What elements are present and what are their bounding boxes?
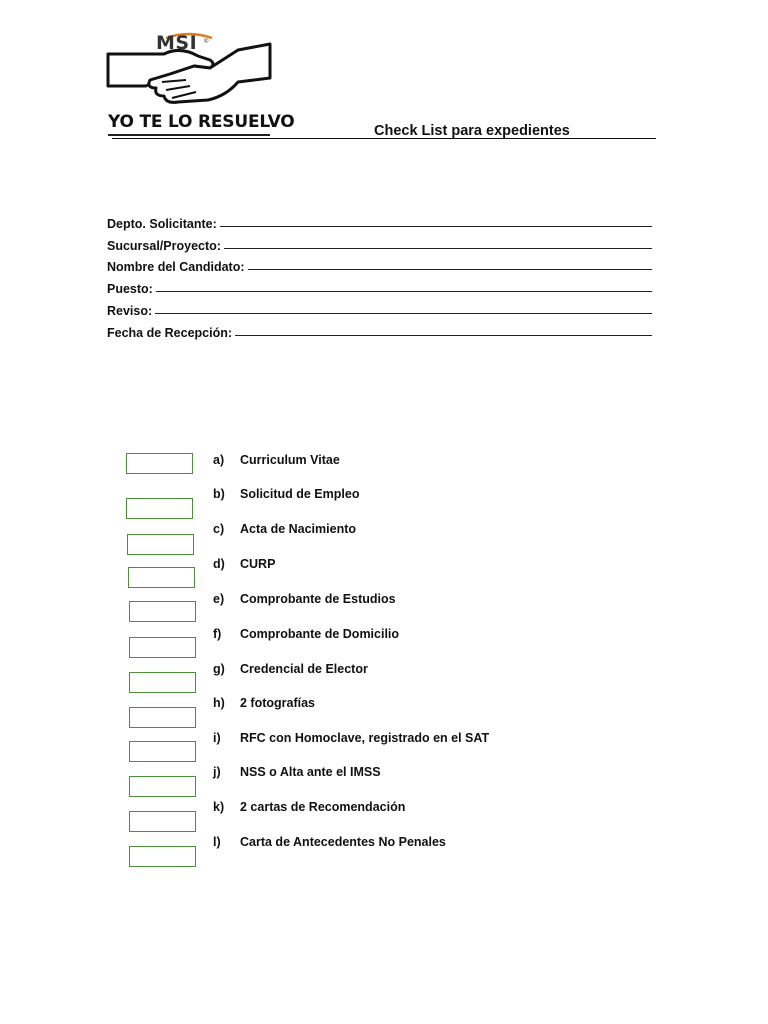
form-label: Nombre del Candidato: bbox=[107, 260, 245, 275]
form-label: Puesto: bbox=[107, 282, 153, 297]
item-text: Comprobante de Domicilio bbox=[240, 627, 400, 641]
logo-slogan: YO TE LO RESUELVO bbox=[108, 112, 295, 132]
checklist-item bbox=[213, 765, 381, 779]
form-row-depto bbox=[107, 209, 652, 231]
checkbox-c[interactable] bbox=[127, 534, 194, 555]
checklist-item bbox=[213, 800, 405, 814]
checkbox-d[interactable] bbox=[128, 567, 195, 588]
checkbox-j[interactable] bbox=[129, 776, 196, 797]
candidate-form bbox=[107, 209, 652, 340]
item-text: Curriculum Vitae bbox=[240, 453, 340, 467]
form-fill-line[interactable] bbox=[224, 248, 652, 249]
checklist-item bbox=[213, 522, 356, 536]
item-letter: f) bbox=[213, 627, 222, 641]
checkbox-i[interactable] bbox=[129, 741, 196, 762]
checkbox-a[interactable] bbox=[126, 453, 193, 474]
form-row-fecha bbox=[107, 318, 652, 340]
form-row-reviso bbox=[107, 296, 652, 318]
checklist-item bbox=[213, 592, 396, 606]
form-fill-line[interactable] bbox=[220, 226, 652, 227]
checklist-item bbox=[213, 662, 368, 676]
item-letter: d) bbox=[213, 557, 225, 571]
checklist-item bbox=[213, 453, 340, 467]
item-letter: j) bbox=[213, 765, 221, 779]
checkbox-k[interactable] bbox=[129, 811, 196, 832]
form-fill-line[interactable] bbox=[155, 313, 652, 314]
item-letter: e) bbox=[213, 592, 225, 606]
form-row-sucursal bbox=[107, 231, 652, 253]
item-letter: h) bbox=[213, 696, 225, 710]
item-text: Solicitud de Empleo bbox=[240, 487, 360, 501]
item-text: Carta de Antecedentes No Penales bbox=[240, 835, 446, 849]
form-fill-line[interactable] bbox=[248, 269, 652, 270]
checklist-item bbox=[213, 487, 359, 501]
form-fill-line[interactable] bbox=[235, 335, 652, 336]
checklist-item bbox=[213, 731, 489, 745]
form-row-candidato bbox=[107, 253, 652, 275]
item-text: RFC con Homoclave, registrado en el SAT bbox=[240, 731, 490, 745]
item-text: Credencial de Elector bbox=[240, 662, 368, 676]
checklist-item bbox=[213, 835, 446, 849]
form-row-puesto bbox=[107, 274, 652, 296]
form-label: Fecha de Recepción: bbox=[107, 325, 233, 340]
form-label: Depto. Solicitante: bbox=[107, 216, 217, 231]
checklist-item bbox=[213, 696, 315, 710]
item-letter: k) bbox=[213, 800, 225, 814]
item-text: 2 fotografías bbox=[240, 696, 316, 710]
checklist-item bbox=[213, 627, 399, 641]
item-text: NSS o Alta ante el IMSS bbox=[240, 765, 381, 779]
item-letter: l) bbox=[213, 835, 221, 849]
page-title: Check List para expedientes bbox=[374, 123, 570, 139]
item-text: Acta de Nacimiento bbox=[240, 522, 357, 536]
item-letter: c) bbox=[213, 522, 225, 536]
logo-brand: MSI bbox=[156, 32, 198, 54]
form-fill-line[interactable] bbox=[156, 291, 652, 292]
company-logo bbox=[106, 30, 295, 140]
item-text: 2 cartas de Recomendación bbox=[240, 800, 406, 814]
item-text: CURP bbox=[240, 557, 276, 571]
checkbox-h[interactable] bbox=[129, 707, 196, 728]
form-label: Reviso: bbox=[107, 303, 153, 318]
slogan-underline bbox=[108, 134, 270, 136]
item-text: Comprobante de Estudios bbox=[240, 592, 396, 606]
checkbox-g[interactable] bbox=[129, 672, 196, 693]
checkbox-e[interactable] bbox=[129, 601, 196, 622]
form-label: Sucursal/Proyecto: bbox=[107, 238, 221, 253]
checklist-item bbox=[213, 557, 275, 571]
checkbox-f[interactable] bbox=[129, 637, 196, 658]
item-letter: b) bbox=[213, 487, 225, 501]
item-letter: a) bbox=[213, 453, 225, 467]
checkbox-b[interactable] bbox=[126, 498, 193, 519]
registered-mark: ® bbox=[204, 39, 209, 45]
checkbox-l[interactable] bbox=[129, 846, 196, 867]
item-letter: g) bbox=[213, 662, 225, 676]
item-letter: i) bbox=[213, 731, 221, 745]
